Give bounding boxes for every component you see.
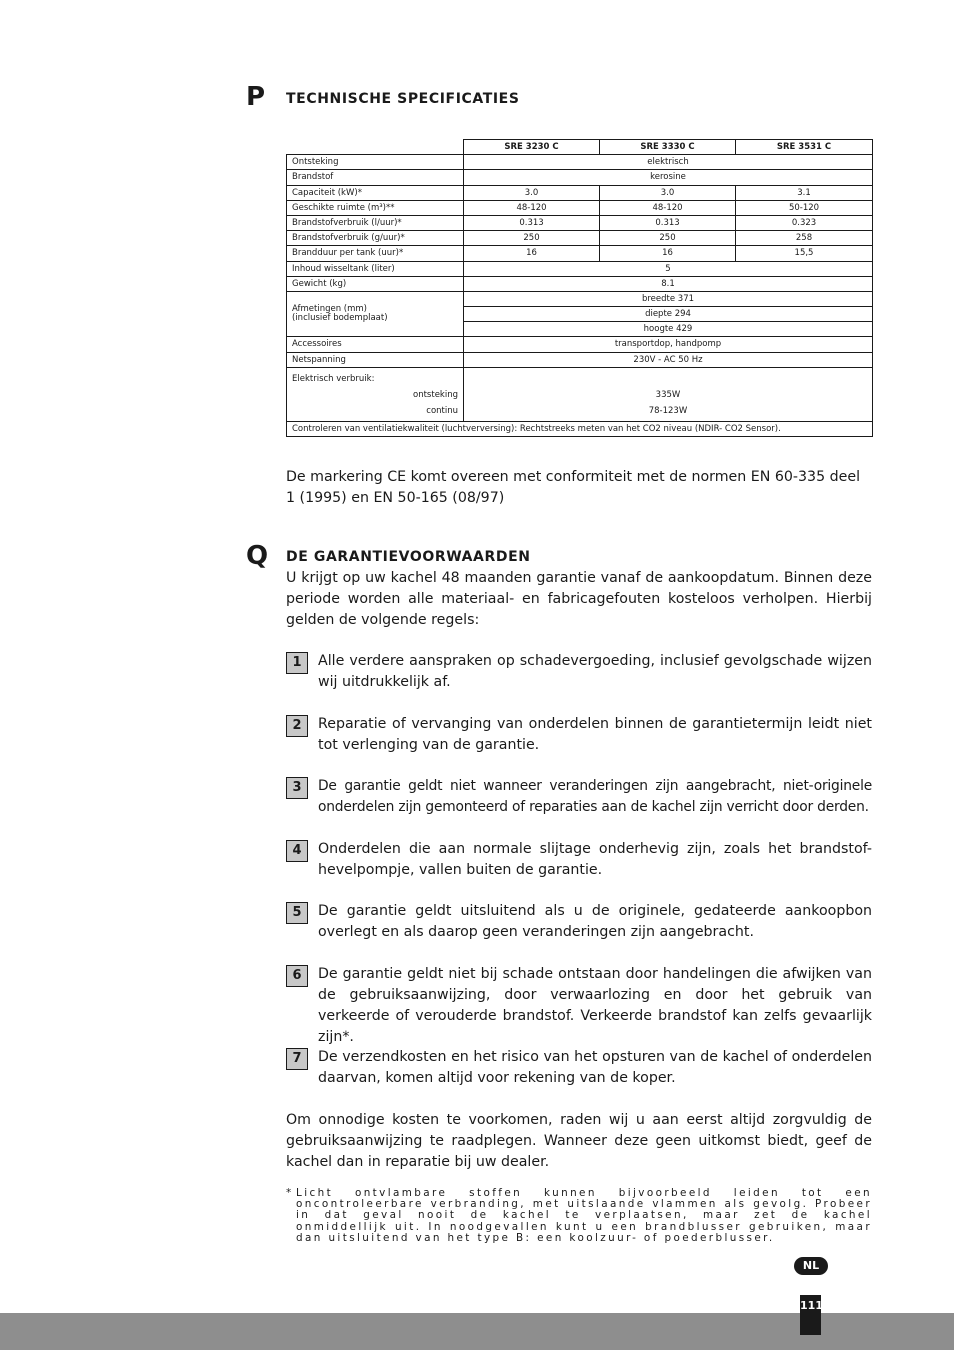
table-row xyxy=(287,337,873,352)
rule-number: 5 xyxy=(286,902,308,924)
row-value: 8.1 xyxy=(464,276,873,291)
row-value: 0.313 xyxy=(464,215,600,230)
table-row xyxy=(287,185,873,200)
afmetingen-label: Afmetingen (mm) xyxy=(292,303,368,314)
row-value: diepte 294 xyxy=(464,307,873,322)
row-label: Ontsteking xyxy=(287,155,464,170)
row-value: breedte 371 xyxy=(464,291,873,306)
row-value: 230V - AC 50 Hz xyxy=(464,352,873,367)
row-value: kerosine xyxy=(464,170,873,185)
rule-text: De garantie geldt niet wanneer veranderingen zijn aangebracht, niet-originele onderdelen zijn gemonteerd of reparaties aan de kachel zijn verricht door derden. xyxy=(318,778,872,815)
footnote-marker: * xyxy=(286,1187,294,1199)
row-value: 50-120 xyxy=(736,200,873,215)
rule-text: Reparatie of vervanging van onderdelen binnen de garantietermijn leidt niet tot verlenging van de garantie. xyxy=(318,716,872,753)
rule-text: De garantie geldt uitsluitend als u de originele, gedateerde aankoopbon overlegt en als daarop geen veranderingen zijn aangebracht. xyxy=(318,903,872,940)
section-title-specs: TECHNISCHE SPECIFICATIES xyxy=(286,91,520,107)
elektrisch-label: Elektrisch verbruik: xyxy=(292,373,375,384)
row-value: 3.0 xyxy=(464,185,600,200)
row-value: 0.323 xyxy=(736,215,873,230)
table-row xyxy=(287,291,873,306)
row-label: Brandstofverbruik (g/uur)* xyxy=(287,231,464,246)
rule-number: 2 xyxy=(286,715,308,737)
table-row xyxy=(287,261,873,276)
continu-value: 78-123W xyxy=(648,405,688,416)
table-row xyxy=(287,170,873,185)
rule-text: Onderdelen die aan normale slijtage onderhevig zijn, zoals het brandstof-hevelpompje, vallen buiten de garantie. xyxy=(318,841,872,878)
model-header: SRE 3531 C xyxy=(736,140,873,155)
section-letter-q: Q xyxy=(246,541,269,571)
row-value: 3.0 xyxy=(600,185,736,200)
table-row xyxy=(287,155,873,170)
footnote-text: Licht ontvlambare stoffen kunnen bijvoorbeeld leiden tot een oncontroleerbare verbranding, met uitslaande vlammen als gevolg. Probeer in dat geval nooit de kachel te verplaatsen, maar zet de kachel onmiddellijk uit. In noodgevallen kunt u een brandblusser gebruiken, maar dan uitsluitend van het type B: een koolzuur- of poederblusser. xyxy=(296,1187,872,1244)
table-row xyxy=(287,352,873,367)
rule-text: De garantie geldt niet bij schade ontstaan door handelingen die afwijken van de gebruiksaanwijzing, door verwaarlozing en door het gebruik van verkeerde of verouderde brandstof. Verkeerde brandstof kan zelfs gevaarlijk zijn*. xyxy=(318,966,872,1045)
continu-sublabel: continu xyxy=(426,405,458,416)
table-row xyxy=(287,215,873,230)
specs-table xyxy=(286,139,873,437)
row-value: 15,5 xyxy=(736,246,873,261)
rule-number: 6 xyxy=(286,965,308,987)
row-label: Gewicht (kg) xyxy=(287,276,464,291)
row-value: 0.313 xyxy=(600,215,736,230)
section-letter-p: P xyxy=(246,82,266,112)
rule-number: 4 xyxy=(286,840,308,862)
rule-number: 1 xyxy=(286,652,308,674)
language-badge: NL xyxy=(794,1257,828,1275)
ce-note: De markering CE komt overeen met conformiteit met de normen EN 60-335 deel 1 (1995) en EN 50-165 (08/97) xyxy=(286,469,861,506)
model-header: SRE 3230 C xyxy=(464,140,600,155)
table-row xyxy=(287,421,873,436)
garantie-intro: U krijgt op uw kachel 48 maanden garantie vanaf de aankoopdatum. Binnen deze periode worden alle materiaal- en fabricagefouten kosteloos verholpen. Hierbij gelden de volgende regels: xyxy=(286,570,872,628)
row-label: Accessoires xyxy=(287,337,464,352)
table-row xyxy=(287,367,873,421)
elektrisch-values xyxy=(464,367,873,421)
row-value: 48-120 xyxy=(464,200,600,215)
row-label-elektrisch xyxy=(287,367,464,421)
row-value: 5 xyxy=(464,261,873,276)
row-value: 250 xyxy=(600,231,736,246)
model-header: SRE 3330 C xyxy=(600,140,736,155)
row-label: Brandstof xyxy=(287,170,464,185)
row-label: Capaciteit (kW)* xyxy=(287,185,464,200)
table-row xyxy=(287,200,873,215)
rule-number: 7 xyxy=(286,1048,308,1070)
table-header-row xyxy=(287,140,873,155)
row-label: Brandduur per tank (uur)* xyxy=(287,246,464,261)
closing-paragraph: Om onnodige kosten te voorkomen, raden wij u aan eerst altijd zorgvuldig de gebruiksaanwijzing te raadplegen. Wanneer deze geen uitkomst biedt, geef de kachel dan in reparatie bij uw dealer. xyxy=(286,1112,872,1170)
row-label: Geschikte ruimte (m³)** xyxy=(287,200,464,215)
ontsteking-sublabel: ontsteking xyxy=(413,389,458,400)
row-value: 16 xyxy=(600,246,736,261)
row-value: transportdop, handpomp xyxy=(464,337,873,352)
row-label-afmetingen xyxy=(287,291,464,337)
table-row xyxy=(287,231,873,246)
row-value: 258 xyxy=(736,231,873,246)
afmetingen-sublabel: (inclusief bodemplaat) xyxy=(292,313,388,324)
table-row xyxy=(287,246,873,261)
ventilation-note: Controleren van ventilatiekwaliteit (luchtverversing): Rechtstreeks meten van het CO2 niveau (NDIR- CO2 Sensor). xyxy=(287,421,873,436)
row-value: 250 xyxy=(464,231,600,246)
row-value: hoogte 429 xyxy=(464,322,873,337)
header-blank-cell xyxy=(287,140,464,155)
row-label: Brandstofverbruik (l/uur)* xyxy=(287,215,464,230)
rule-text: Alle verdere aanspraken op schadevergoeding, inclusief gevolgschade wijzen wij uitdrukkelijk af. xyxy=(318,653,872,690)
row-value: 3.1 xyxy=(736,185,873,200)
rule-text: De verzendkosten en het risico van het opsturen van de kachel of onderdelen daarvan, komen altijd voor rekening van de koper. xyxy=(318,1049,872,1086)
row-value: 16 xyxy=(464,246,600,261)
rule-number: 3 xyxy=(286,777,308,799)
row-label: Netspanning xyxy=(287,352,464,367)
ontsteking-value: 335W xyxy=(655,389,681,400)
section-title-garantie: DE GARANTIEVOORWAARDEN xyxy=(286,549,531,565)
row-value: 48-120 xyxy=(600,200,736,215)
row-label: Inhoud wisseltank (liter) xyxy=(287,261,464,276)
footnote xyxy=(286,1188,872,1244)
row-value: elektrisch xyxy=(464,155,873,170)
table-row xyxy=(287,276,873,291)
page-number: 111 xyxy=(800,1295,821,1335)
